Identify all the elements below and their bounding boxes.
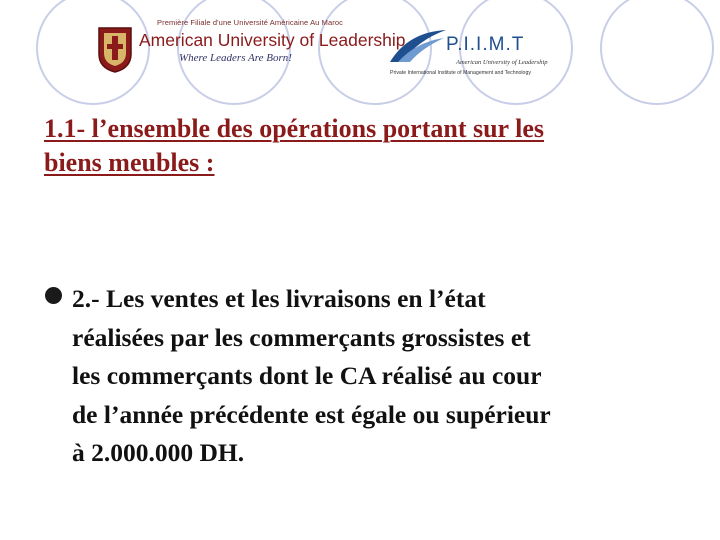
bullet-paragraph (72, 280, 692, 473)
aul-seal-icon (95, 24, 135, 74)
piimt-logo (388, 24, 558, 80)
slide-title (44, 112, 684, 180)
piimt-fullname: Private International Institute of Management and Technology (390, 70, 531, 76)
piimt-subtitle: American University of Leadership (456, 59, 548, 66)
aul-name: American University of Leadership (139, 30, 406, 50)
aul-top-text: Première Filiale d'une Université Américaine Au Maroc (157, 18, 343, 27)
piimt-name: P.I.I.M.T (446, 34, 525, 55)
aul-logo (95, 18, 406, 82)
slide-title-line-1: 1.1- l’ensemble des opérations portant sur les (44, 114, 545, 143)
bullet-line: réalisées par les commerçants grossistes et (72, 322, 531, 352)
piimt-swoosh-icon (388, 28, 448, 64)
bullet-line: 2.- Les ventes et les livraisons en l’état (72, 284, 486, 313)
bullet-line: à 2.000.000 DH. (72, 438, 245, 467)
aul-tagline: Where Leaders Are Born! (179, 52, 292, 64)
bullet-dot-icon (45, 287, 62, 304)
bullet-line: les commerçants dont le CA réalisé au cour (72, 361, 542, 390)
bullet-line: de l’année précédente est égale ou supérieur (72, 399, 551, 429)
slide-title-line-2: biens meubles : (44, 148, 215, 177)
